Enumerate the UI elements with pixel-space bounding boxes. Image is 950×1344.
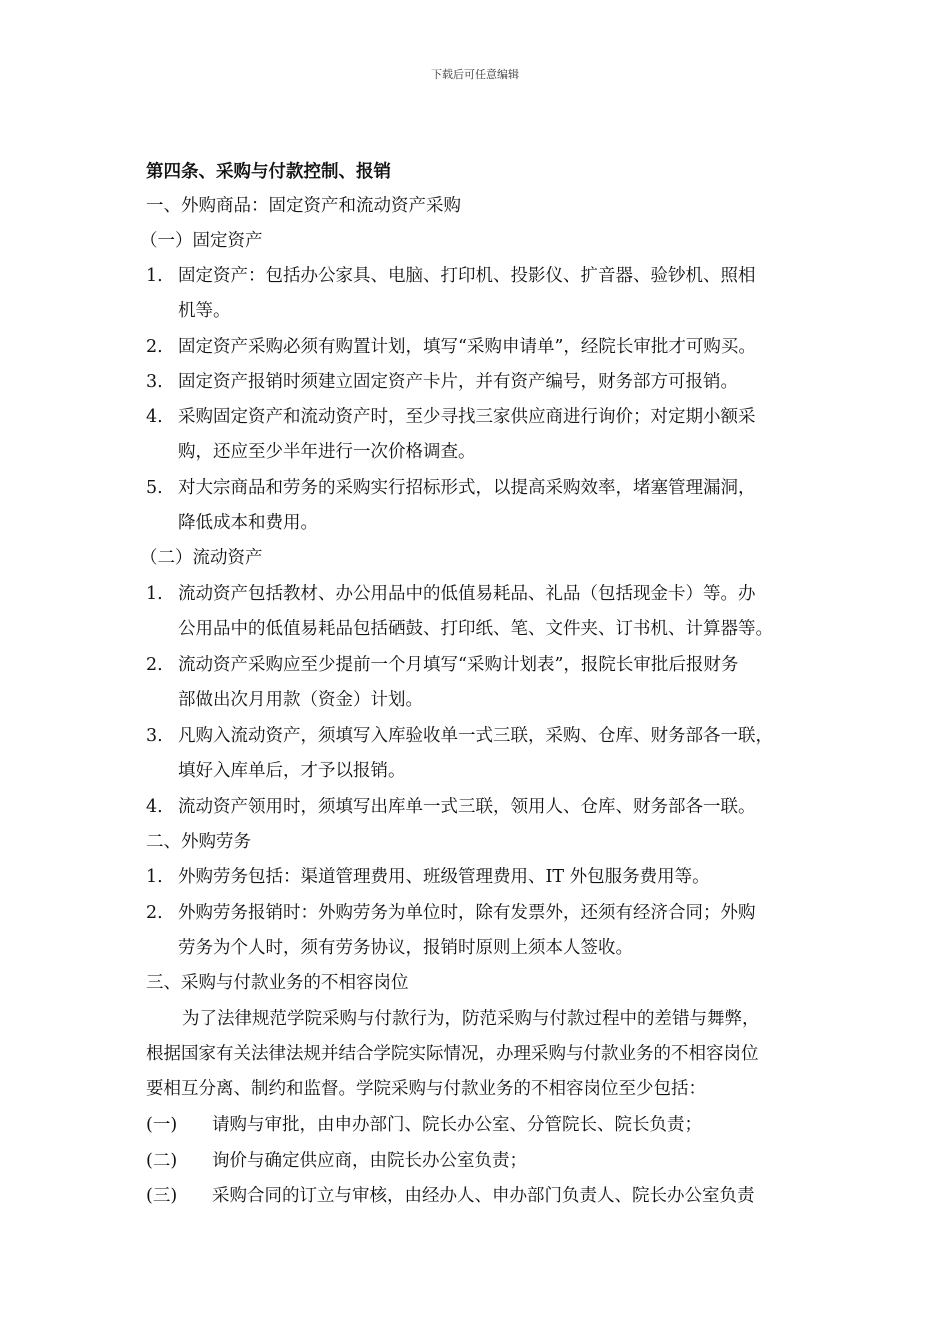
list-text: 采购固定资产和流动资产时，至少寻找三家供应商进行询价；对定期小额采 [178,407,756,427]
list-number: 1. [146,867,163,887]
list-text: 固定资产：包括办公家具、电脑、打印机、投影仪、扩音器、验钞机、照相 [178,266,756,286]
list-text-cont: 部做出次月用款（资金）计划。 [178,690,423,710]
list-text: 流动资产采购应至少提前一个月填写“采购计划表”，报院长审批后报财务 [178,655,739,675]
list-text: 对大宗商品和劳务的采购实行招标形式，以提高采购效率，堵塞管理漏洞， [178,478,756,498]
list-text: 固定资产采购必须有购置计划，填写“采购申请单”，经院长审批才可购买。 [178,337,756,357]
list-number: 2. [146,337,163,357]
list-text: 采购合同的订立与审核，由经办人、申办部门负责人、院长办公室负责 [212,1186,755,1206]
list-text: 请购与审批，由申办部门、院长办公室、分管院长、院长负责； [212,1115,702,1135]
list-number: 2. [146,903,163,923]
list-text: 固定资产报销时须建立固定资产卡片，并有资产编号，财务部方可报销。 [178,372,738,392]
list-number: 1. [146,266,163,286]
list-text: 流动资产领用时，须填写出库单一式三联，领用人、仓库、财务部各一联。 [178,797,756,817]
list-number: 4. [146,407,163,427]
list-text: 外购劳务报销时：外购劳务为单位时，除有发票外，还须有经济合同；外购 [178,903,756,923]
paragraph-line: 要相互分离、制约和监督。学院采购与付款业务的不相容岗位至少包括： [146,1079,706,1099]
list-number: 4. [146,797,163,817]
list-text-cont: 购，还应至少半年进行一次价格调查。 [178,442,476,462]
list-number: (二) [146,1151,178,1171]
list-text-cont: 降低成本和费用。 [178,513,318,533]
list-number: (一) [146,1115,178,1135]
list-text: 凡购入流动资产，须填写入库验收单一式三联，采购、仓库、财务部各一联， [178,726,773,746]
subsection-fixed-assets: （一）固定资产 [140,231,263,251]
list-text-cont: 机等。 [178,301,231,321]
list-text: 流动资产包括教材、办公用品中的低值易耗品、礼品（包括现金卡）等。办 [178,584,756,604]
article-title: 第四条、采购与付款控制、报销 [146,162,391,182]
list-number: 3. [146,372,163,392]
list-text-cont: 填好入库单后，才予以报销。 [178,761,406,781]
list-text-cont: 劳务为个人时，须有劳务协议，报销时原则上须本人签收。 [178,938,633,958]
list-text: 询价与确定供应商，由院长办公室负责； [212,1151,527,1171]
list-number: 3. [146,726,163,746]
list-text: 外购劳务包括：渠道管理费用、班级管理费用、IT 外包服务费用等。 [178,867,710,887]
section-heading-2: 二、外购劳务 [146,832,251,852]
list-text-cont: 公用品中的低值易耗品包括硒鼓、打印纸、笔、文件夹、订书机、计算器等。 [178,619,773,639]
list-number: 1. [146,584,163,604]
page-header-note: 下载后可任意编辑 [431,68,519,81]
subsection-current-assets: （二）流动资产 [140,548,263,568]
section-heading-3: 三、采购与付款业务的不相容岗位 [146,973,409,993]
list-number: (三) [146,1186,178,1206]
list-number: 5. [146,478,163,498]
section-heading-1: 一、外购商品：固定资产和流动资产采购 [146,196,461,216]
list-number: 2. [146,655,163,675]
paragraph-line: 根据国家有关法律法规并结合学院实际情况，办理采购与付款业务的不相容岗位 [146,1044,759,1064]
paragraph-line: 为了法律规范学院采购与付款行为，防范采购与付款过程中的差错与舞弊， [182,1009,760,1029]
